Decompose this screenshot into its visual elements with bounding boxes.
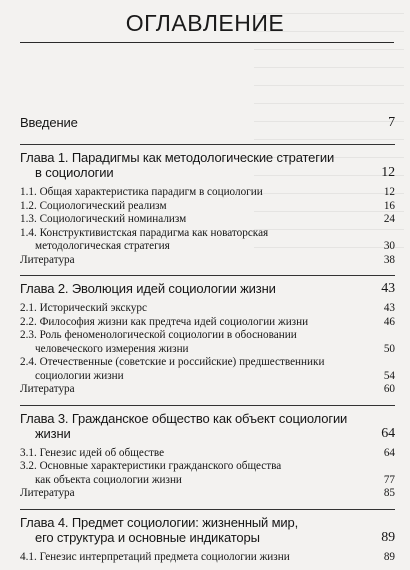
section-page: 89: [383, 550, 395, 563]
section-entry[interactable]: [20, 460, 395, 487]
section-page: 30: [383, 240, 395, 252]
section-title-line: 2.2. Философия жизни как предтеча идей социологии жизни: [20, 315, 309, 328]
section-title-line: социологии жизни: [35, 369, 124, 382]
section-page: 24: [383, 213, 395, 225]
chapter-title-line: жизни: [35, 425, 71, 441]
section-title-line: 2.3. Роль феноменологической социологии в обосновании: [20, 329, 297, 341]
section-page: 77: [383, 473, 395, 486]
intro-entry[interactable]: [20, 115, 395, 130]
section-title: [20, 316, 395, 330]
section-page: 12: [383, 186, 395, 198]
section-title: [20, 383, 395, 397]
section-title-line: 1.2. Социологический реализм: [20, 199, 167, 212]
section-title-line: 3.1. Генезис идей об обществе: [20, 446, 165, 459]
chapter-title: [20, 281, 395, 296]
section-page: 46: [383, 315, 395, 328]
section-title: [20, 460, 395, 487]
section-page: 60: [383, 383, 395, 395]
section-title: [20, 329, 395, 356]
section-entry[interactable]: [20, 447, 395, 461]
page-title: ОГЛАВЛЕНИЕ: [125, 10, 285, 36]
section-title-line: человеческого измерения жизни: [35, 342, 189, 355]
references-entry[interactable]: [20, 254, 395, 268]
chapter-entry-3[interactable]: [20, 411, 395, 441]
title-rule: [20, 42, 394, 43]
section-entry[interactable]: [20, 316, 395, 330]
section-title: [20, 254, 395, 268]
table-of-contents: [20, 115, 395, 564]
section-title: [20, 487, 395, 501]
section-title-line: Литература: [20, 253, 75, 266]
section-entry[interactable]: [20, 356, 395, 383]
section-entry[interactable]: [20, 186, 395, 200]
section-entry[interactable]: [20, 227, 395, 254]
section-page: 54: [383, 369, 395, 382]
references-entry[interactable]: [20, 383, 395, 397]
section-title-line: 1.4. Конструктивистская парадигма как новаторская: [20, 226, 269, 239]
section-title: [20, 302, 395, 316]
section-title-line: 2.4. Отечественные (советские и российские) предшественники: [20, 356, 325, 368]
section-entry[interactable]: [20, 200, 395, 214]
chapter-title-line: Глава 3. Гражданское общество как объект социологии: [20, 410, 348, 426]
section-title: [20, 551, 395, 565]
chapter-page: 43: [381, 281, 395, 296]
section-title-line: как объекта социологии жизни: [35, 473, 182, 486]
section-page: 64: [383, 446, 395, 459]
section-entry[interactable]: [20, 213, 395, 227]
section-entry[interactable]: [20, 329, 395, 356]
chapter-page: 64: [381, 425, 395, 441]
chapter-page: 12: [381, 165, 395, 180]
spacer: [20, 130, 395, 144]
spacer: [20, 501, 395, 509]
section-title-line: 1.3. Социологический номинализм: [20, 213, 187, 225]
section-title: [20, 227, 395, 254]
chapter-title-line: Глава 2. Эволюция идей социологии жизни: [20, 281, 276, 296]
chapter-entry-2[interactable]: [20, 281, 395, 296]
section-title-line: Литература: [20, 487, 75, 499]
chapter-page: 89: [381, 529, 395, 545]
section-page: 43: [383, 302, 395, 314]
section-title-line: 1.1. Общая характеристика парадигм в социологии: [20, 186, 263, 198]
section-entry[interactable]: [20, 551, 395, 565]
chapter-title: [20, 411, 395, 441]
section-title: [20, 186, 395, 200]
chapter-title-line: Глава 1. Парадигмы как методологические стратегии: [20, 150, 335, 165]
section-entry[interactable]: [20, 302, 395, 316]
section-title-line: 2.1. Исторический экскурс: [20, 302, 147, 314]
spacer: [20, 267, 395, 275]
intro-label: Введение: [20, 115, 78, 130]
section-title-line: методологическая стратегия: [35, 240, 170, 252]
section-title-line: 4.1. Генезис интерпретаций предмета социологии жизни: [20, 550, 290, 563]
section-title-line: Литература: [20, 383, 75, 395]
references-entry[interactable]: [20, 487, 395, 501]
chapter-title: [20, 515, 395, 545]
section-page: 85: [383, 487, 395, 499]
section-title: [20, 213, 395, 227]
chapter-title: [20, 150, 395, 180]
section-page: 50: [383, 342, 395, 355]
section-page: 16: [383, 199, 395, 212]
chapter-entry-1[interactable]: [20, 150, 395, 180]
chapter-entry-4[interactable]: [20, 515, 395, 545]
section-title: [20, 200, 395, 214]
section-page: 38: [383, 253, 395, 266]
spacer: [20, 397, 395, 405]
chapter-title-line: Глава 4. Предмет социологии: жизненный мир,: [20, 514, 299, 530]
chapter-title-line: в социологии: [35, 165, 114, 180]
section-title: [20, 447, 395, 461]
section-title-line: 3.2. Основные характеристики гражданского общества: [20, 460, 282, 472]
intro-page: 7: [388, 115, 395, 130]
chapter-title-line: его структура и основные индикаторы: [35, 529, 260, 545]
section-title: [20, 356, 395, 383]
